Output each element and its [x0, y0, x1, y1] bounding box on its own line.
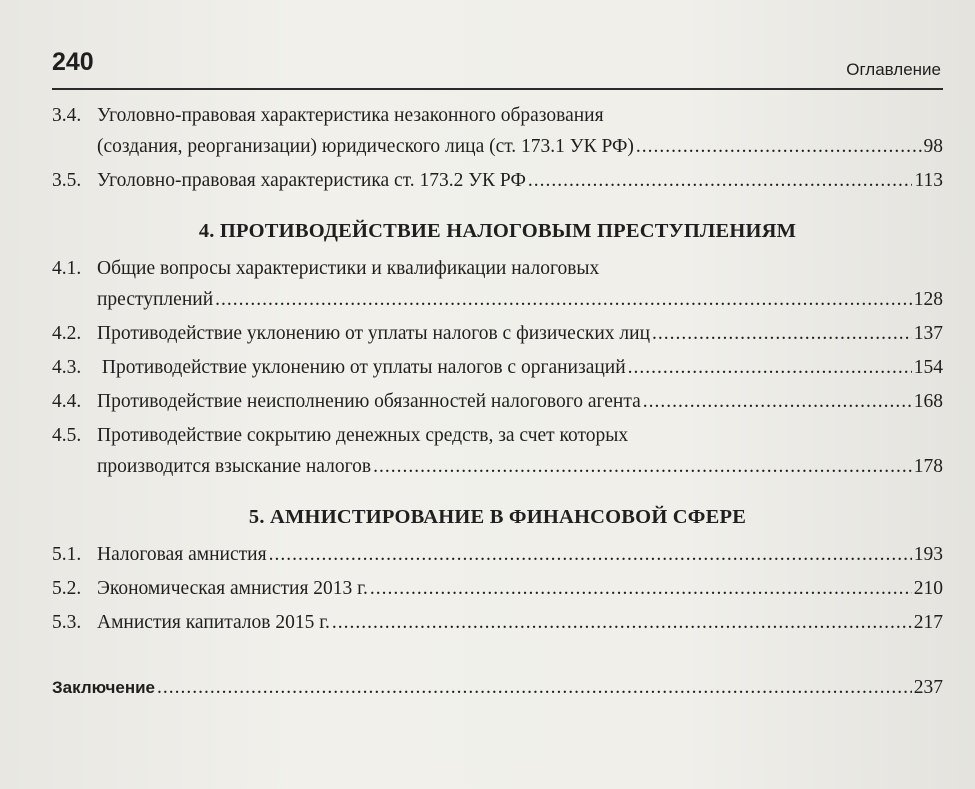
dot-leader	[370, 573, 912, 604]
entry-title-line: преступлений	[97, 289, 214, 310]
dot-leader	[269, 539, 912, 570]
entry-title-line: Налоговая амнистия	[97, 544, 267, 565]
entry-page-number[interactable]: 113	[914, 170, 943, 191]
toc-entry[interactable]	[52, 352, 943, 383]
entry-number: 3.5.	[52, 170, 82, 191]
dot-leader	[373, 451, 912, 482]
entry-number: 3.4.	[52, 105, 82, 126]
entry-number: 4.4.	[52, 391, 82, 412]
toc-entry[interactable]	[52, 607, 943, 638]
chapter-heading: 4. ПРОТИВОДЕЙСТВИЕ НАЛОГОВЫМ ПРЕСТУПЛЕНИЯМ	[198, 220, 797, 242]
table-of-contents	[52, 100, 943, 703]
entry-number: 4.3.	[52, 357, 82, 378]
chapter-heading: 5. АМНИСТИРОВАНИЕ В ФИНАНСОВОЙ СФЕРЕ	[248, 506, 747, 528]
entry-number: 4.2.	[52, 323, 82, 344]
running-title: Оглавление	[846, 60, 941, 79]
entry-title-line: Уголовно-правовая характеристика незаконного образования	[97, 105, 604, 126]
page-number: 240	[52, 48, 94, 76]
entry-page-number[interactable]: 137	[913, 323, 943, 344]
entry-title-line: Уголовно-правовая характеристика ст. 173.2 УК РФ	[97, 170, 526, 191]
dot-leader	[643, 386, 912, 417]
entry-number: 5.3.	[52, 612, 82, 633]
entry-number: 5.1.	[52, 544, 82, 565]
dot-leader	[628, 352, 912, 383]
entry-title-line: Общие вопросы характеристики и квалификации налоговых	[97, 258, 600, 279]
toc-entry[interactable]	[52, 100, 943, 162]
entry-title-line: Амнистия капиталов 2015 г.	[97, 612, 330, 633]
entry-title-line: Противодействие неисполнению обязанностей налогового агента	[97, 391, 641, 412]
toc-entry-conclusion[interactable]	[52, 672, 943, 703]
entry-page-number[interactable]: 193	[913, 544, 943, 565]
entry-number: 5.2.	[52, 578, 82, 599]
dot-leader	[215, 284, 912, 315]
entry-title-line: Противодействие уклонению от уплаты налогов с физических лиц	[97, 323, 651, 344]
dot-leader	[636, 131, 922, 162]
dot-leader	[652, 318, 912, 349]
entry-title-line: Экономическая амнистия 2013 г.	[97, 578, 368, 599]
entry-number: 4.1.	[52, 258, 82, 279]
entry-page-number[interactable]: 128	[913, 289, 943, 310]
entry-page-number[interactable]: 168	[913, 391, 943, 412]
entry-title-line: производится взыскание налогов	[97, 456, 372, 477]
dot-leader	[528, 165, 913, 196]
entry-page-number[interactable]: 154	[913, 357, 943, 378]
toc-entry[interactable]	[52, 165, 943, 196]
entry-title-line: Противодействие сокрытию денежных средств, за счет которых	[97, 425, 629, 446]
dot-leader	[332, 607, 912, 638]
toc-entry[interactable]	[52, 318, 943, 349]
entry-page-number[interactable]: 178	[913, 456, 943, 477]
toc-entry[interactable]	[52, 386, 943, 417]
entry-title-line: (создания, реорганизации) юридического лица (ст. 173.1 УК РФ)	[97, 136, 634, 157]
toc-entry[interactable]	[52, 539, 943, 570]
entry-title-line: Противодействие уклонению от уплаты налогов с организаций	[97, 357, 626, 378]
conclusion-label: Заключение	[52, 678, 155, 697]
entry-page-number[interactable]: 98	[923, 136, 943, 157]
entry-page-number[interactable]: 210	[913, 578, 943, 599]
dot-leader	[157, 672, 912, 703]
page-header	[52, 42, 943, 82]
entry-page-number[interactable]: 237	[913, 677, 943, 698]
entry-page-number[interactable]: 217	[913, 612, 943, 633]
toc-entry[interactable]	[52, 573, 943, 604]
toc-entry[interactable]	[52, 420, 943, 482]
toc-entry[interactable]	[52, 253, 943, 315]
header-rule	[52, 88, 943, 90]
entry-number: 4.5.	[52, 425, 82, 446]
